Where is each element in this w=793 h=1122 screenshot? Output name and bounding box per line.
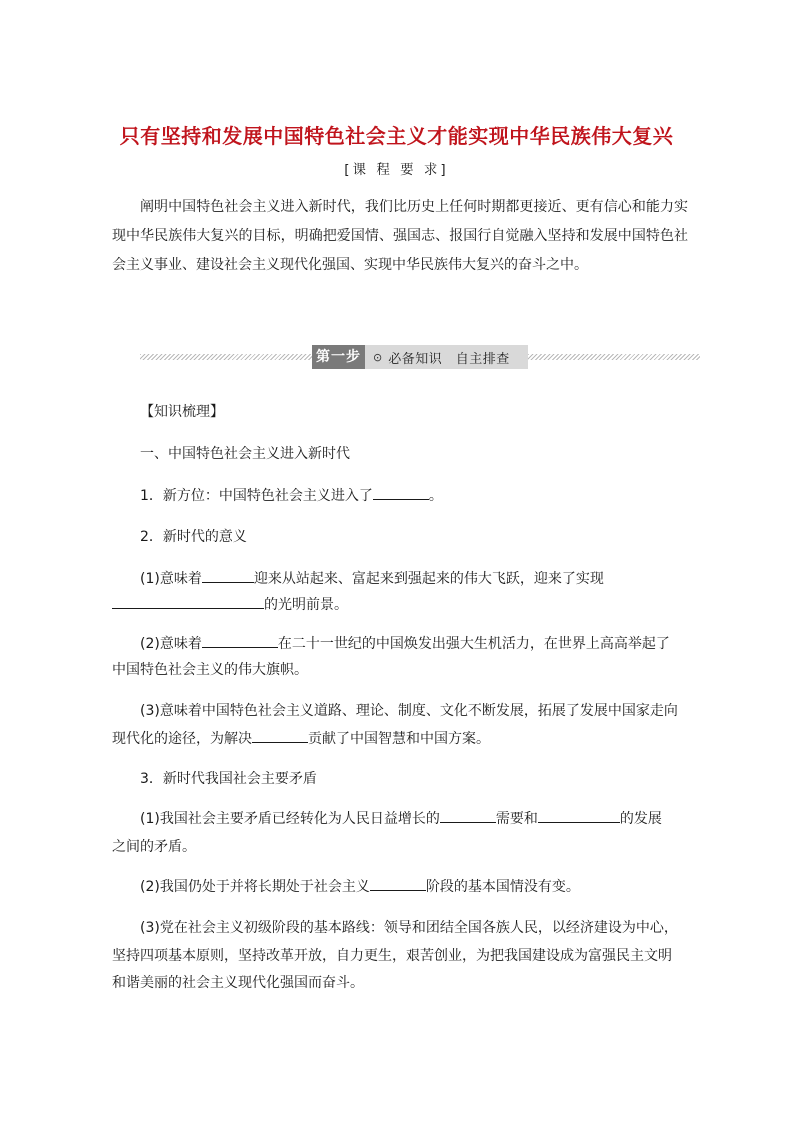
item-2: 2．新时代的意义 <box>140 529 247 545</box>
fill-blank <box>440 808 496 823</box>
heading-1: 一、中国特色社会主义进入新时代 <box>140 446 350 462</box>
item-3-3-line-1: (3)党在社会主义初级阶段的基本路线：领导和团结全国各族人民，以经济建设为中心， <box>140 920 678 936</box>
item-3-1-line-1 <box>140 808 716 830</box>
item-1-prefix: 1．新方位：中国特色社会主义进入了 <box>140 488 373 504</box>
item-1-suffix: 。 <box>428 488 443 504</box>
item-2-1-line-1 <box>140 568 716 590</box>
item-3-3-line-3: 和谐美丽的社会主义现代化强国而奋斗。 <box>112 975 364 991</box>
item-3-2-a: (2)我国仍处于并将长期处于社会主义 <box>140 879 370 895</box>
banner-text: 必备知识 自主排查 <box>388 351 510 367</box>
item-3-1-line-2: 之间的矛盾。 <box>112 839 196 855</box>
fill-blank <box>373 485 429 500</box>
course-requirements-label: [课 程 要 求] <box>344 162 449 178</box>
step-label: 第一步 <box>312 345 365 369</box>
banner-hatch-left <box>140 354 312 360</box>
banner-hatch-right <box>528 354 700 360</box>
item-2-3-line-2 <box>112 728 688 750</box>
item-3-1-c: 的发展 <box>619 811 662 827</box>
item-1 <box>140 485 716 507</box>
item-2-1-line-2 <box>112 594 688 616</box>
document-title: 只有坚持和发展中国特色社会主义才能实现中华民族伟大复兴 <box>119 124 674 148</box>
item-2-1-b: 迎来从站起来、富起来到强起来的伟大飞跃，迎来了实现 <box>253 571 604 587</box>
item-2-1-a: (1)意味着 <box>140 571 202 587</box>
item-3-2-b: 阶段的基本国情没有变。 <box>425 879 580 895</box>
item-2-2-b: 在二十一世纪的中国焕发出强大生机活力，在世界上高高举起了 <box>277 636 670 652</box>
item-3-3-line-2: 坚持四项基本原则，坚持改革开放，自力更生，艰苦创业，为把我国建设成为富强民主文明 <box>112 948 672 964</box>
item-2-2-line-2: 中国特色社会主义的伟大旗帜。 <box>112 662 308 678</box>
item-2-3-b: 现代化的途径，为解决 <box>112 731 252 747</box>
item-2-1-c: 的光明前景。 <box>264 597 348 613</box>
item-3-1-b: 需要和 <box>495 811 538 827</box>
fill-blank <box>252 728 308 743</box>
fill-blank <box>538 808 620 823</box>
item-3-2 <box>140 876 716 898</box>
step-banner <box>140 344 700 370</box>
fill-blank <box>112 594 264 609</box>
intro-paragraph: 阐明中国特色社会主义进入新时代，我们比历史上任何时期都更接近、更有信心和能力实现中华民族伟大复兴的目标，明确把爱国情、强国志、报国行自觉融入坚持和发展中国特色社会主义事业、建设社会主义现代化强国、实现中华民族伟大复兴的奋斗之中。 <box>112 199 688 273</box>
banner-label-box <box>312 345 528 369</box>
item-2-3-line-1: (3)意味着中国特色社会主义道路、理论、制度、文化不断发展，拓展了发展中国家走向 <box>140 703 678 719</box>
item-3: 3．新时代我国社会主要矛盾 <box>140 771 317 787</box>
section-heading: 【知识梳理】 <box>140 404 224 420</box>
bullet-icon: ⊙ <box>373 350 383 364</box>
item-2-2-a: (2)意味着 <box>140 636 202 652</box>
fill-blank <box>370 876 426 891</box>
item-2-3-c: 贡献了中国智慧和中国方案。 <box>308 731 490 747</box>
item-2-2-line-1 <box>140 633 716 655</box>
fill-blank <box>202 568 254 583</box>
fill-blank <box>202 633 278 648</box>
item-3-1-a: (1)我国社会主要矛盾已经转化为人民日益增长的 <box>140 811 440 827</box>
